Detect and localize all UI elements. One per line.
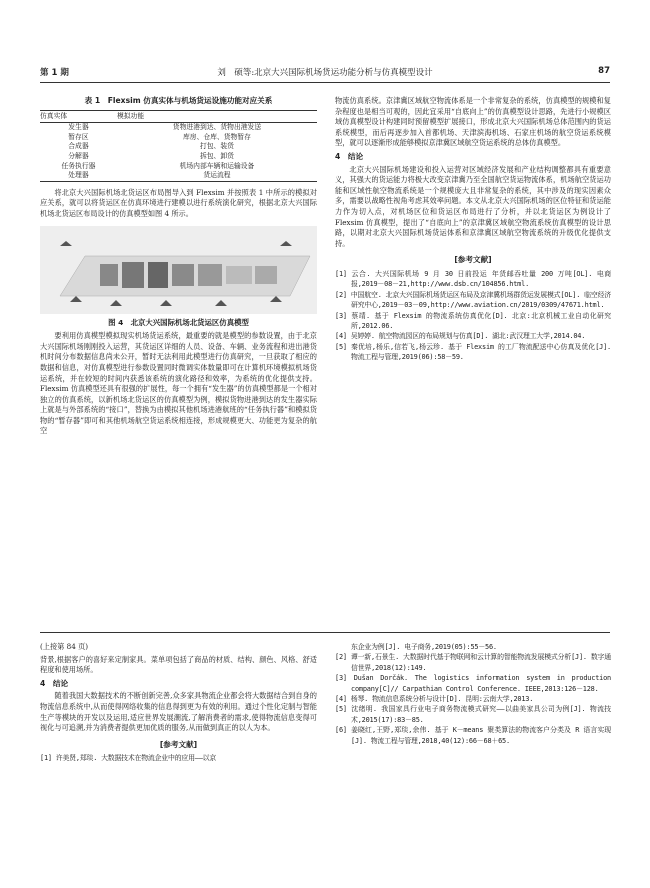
figure-caption: 图 4 北京大兴国际机场北货运区仿真模型 — [108, 317, 249, 327]
reference-item: [2] 中国航空. 北京大兴国际机场货运区布局及京津冀机场群货运发展模式[OL]. 临空经济研究中心,2019－03－09,http://www.aviation.cn/2019/0309/47671.html. — [335, 290, 611, 310]
table-cell: 拆包、卸货 — [199, 151, 234, 160]
section-heading: 4 结论 — [335, 151, 364, 161]
reference-item: [2] 谭一新,石景生. 大数据时代基于物联网和云计算的智能物流发展模式分析[J]. 数字通信世界,2018(12):149. — [335, 653, 611, 672]
paragraph: 要利用仿真模型模拟现实机场货运系统，最重要的就是模型的参数设置，由于北京大兴国际机场刚刚投入运营，其货运区详细的人员、设备、车辆、业务流程和进出港货机时间分布数据信息尚未公开，暂时无法利用此模型进行仿真研究，一旦获取了相应的数据和信息，对仿真模型进行参数设置同时微调实体数量即可在计算机环境模拟机场货运系统，并在较短的时间内获悉该系统的演化路径和效率，为系统的优化提供支持。Flexsim 仿真模型还具有很强的扩展性，每一个拥有“发生器”的仿真模型都是一个相对独立的仿真系统，以新机场北货运区的仿真模型为例，模拟货物进港到达的发生器实际上就是与外部系统的“接口”，替换为由模拟其他机场进港航班的“任务执行器”和模拟货物的“暂存器”即可和其他机场航空货运系统相连接，形成规模更大、功能更为复杂的航空 — [40, 331, 317, 436]
issue-number: 第 1 期 — [40, 68, 69, 78]
table-1 — [40, 110, 317, 182]
table-cell: 合成器 — [68, 142, 89, 151]
reference-item: [3] 蔡靖. 基于 Flexsim 的物流系统仿真优化[D]. 北京:北京机械工业自动化研究所,2012.06. — [335, 311, 611, 330]
page-number: 87 — [598, 66, 610, 76]
simulation-model-illustration — [40, 226, 317, 314]
left-column — [40, 96, 317, 437]
reference-item: 东企业为例[J]. 电子商务,2019(05):55－56. — [351, 643, 497, 651]
table-row — [40, 142, 317, 152]
running-title: 刘 硕等:北京大兴国际机场货运功能分析与仿真模型设计 — [217, 68, 433, 78]
table-cell: 分解器 — [68, 151, 89, 160]
reference-item: [5] 秦优培,杨乐,信若飞,杨云珍. 基于 Flexsim 的工厂物流配送中心仿真及优化[J]. 物流工程与管理,2019(06):58－59. — [335, 342, 611, 362]
references-heading: [参考文献] — [454, 255, 492, 265]
reference-item: [1] 许美贤,郑琰. 大数据技术在物流企业中的应用——以京 — [40, 754, 217, 763]
table-cell: 打包、装货 — [199, 142, 234, 151]
figure-4-image — [40, 226, 317, 314]
paragraph: 将北京大兴国际机场北货运区布局图导入到 Flexsim 并按照表 1 中所示的模拟对应关系，就可以将货运区在仿真环境进行建模以进行系统演化研究，根据北京大兴国际机场北货运区布局设计的仿真模型如图 4 所示。 — [40, 187, 317, 218]
table-row — [40, 162, 317, 172]
table-row — [40, 171, 317, 181]
reference-item: [1] 云合. 大兴国际机场 9 月 30 日前投运 年货邮吞吐量 200 万吨[OL]. 电商报,2019－08－21,http://www.dsb.cn/104856.html. — [335, 269, 611, 289]
references-heading: [参考文献] — [159, 739, 198, 749]
reference-item: [4] 吴婷婷. 航空物流园区的布局规划与仿真[D]. 湖北:武汉理工大学,2014.04. — [335, 332, 586, 341]
continuation-note: (上接第 84 页) — [40, 642, 89, 651]
table-cell: 暂存区 — [68, 132, 89, 141]
reference-item: [5] 沈绪明. 我国家具行业电子商务物流模式研究——以曲美家具公司为例[J]. 物流技术,2015(17):83－85. — [335, 705, 611, 724]
table-header: 仿真实体 — [40, 110, 117, 123]
table-cell: 库房、仓库、货物暂存 — [182, 132, 251, 141]
bottom-left-column — [40, 642, 317, 764]
table-header: 模拟功能 — [117, 110, 317, 123]
article-divider — [40, 632, 610, 633]
table-row — [40, 133, 317, 143]
table-caption: 表 1 Flexsim 仿真实体与机场货运设施功能对应关系 — [84, 96, 273, 105]
table-row — [40, 123, 317, 133]
table-row — [40, 152, 317, 162]
reference-item: [3] Dušan Dorčák. The logistics information system in production company[C]// Carpathian Control Conference. IEEE,2013:126－128. — [335, 674, 611, 693]
paragraph: 随着我国大数据技术的不断创新完善,众多家具物流企业都会将大数据结合到自身的物流信息系统中,从而使得网络收集的信息得到更为有效的利用。通过个性化定制与智能生产等模块的开发以及运用,适应世界发展潮流,了解消费者的需求,使得物流信息变得可视化与可追溯,并为消费者提供更加优质的服务,从而做到真正的以人为本。 — [40, 691, 317, 733]
table-cell: 货物进港到达、货物出港发送 — [172, 123, 262, 132]
paragraph: 北京大兴国际机场建设和投入运营对区域经济发展和产业结构调整都具有重要意义，其强大的货运能力将极大改变京津冀乃至全国航空货运物流体系，机场航空货运功能和区域性航空物流系统是一个规模庞大且非常复杂的系统，其中涉及的现实因素众多，需要以战略性视角考虑其效率问题。本文从北京大兴国际机场的区位特征和货运能力作为切入点，对机场区位和货运区布局进行了分析，并以北货运区为例设计了 Flexsim 仿真模型，提出了“自底向上”的京津冀区域航空物流系统仿真模型的设计思路，以期对北京大兴国际机场货运体系和京津冀区域航空物流系统的升级优化提供支持。 — [335, 164, 611, 248]
paragraph: 物流仿真系统。京津冀区域航空物流体系是一个非常复杂的系统，仿真模型的规模和复杂程度也是相当可观的，因此宜采用“自底向上”的仿真模型设计思路，先进行小规模区域仿真模型设计构建同时预留模型扩展接口，形成北京大兴国际机场总体范围内的货运系统模型，而后再逐步加入首都机场、天津滨海机场、石家庄机场的航空货运系统模型，就可以逐渐形成能够模拟京津冀区域航空货运系统的总体仿真模型。 — [335, 96, 611, 148]
table-cell: 货运流程 — [117, 171, 317, 181]
table-cell: 机场内部车辆和运输设备 — [179, 161, 255, 170]
bottom-right-column — [335, 642, 611, 746]
running-header — [40, 66, 610, 80]
table-cell: 任务执行器 — [61, 161, 96, 170]
reference-item: [4] 杨琴. 物流信息系统分析与设计[D]. 昆明:云南大学,2013. — [335, 695, 534, 704]
table-cell: 处理器 — [40, 171, 117, 181]
header-rule — [40, 82, 610, 83]
table-cell: 发生器 — [68, 123, 89, 132]
reference-item: [6] 姜晓红,王野,郑琰,余伟. 基于 K－means 聚类算法的物流客户分类及 R 语言实现[J]. 物流工程与管理,2018,40(12):66－68＋65. — [335, 726, 611, 745]
section-heading: 4 结论 — [40, 678, 69, 688]
paragraph: 背景,根据客户的喜好来定制家具。菜单项包括了商品的材质、结构、颜色、风格、舒适程度和使用场所。 — [40, 654, 317, 675]
right-column — [335, 96, 611, 363]
